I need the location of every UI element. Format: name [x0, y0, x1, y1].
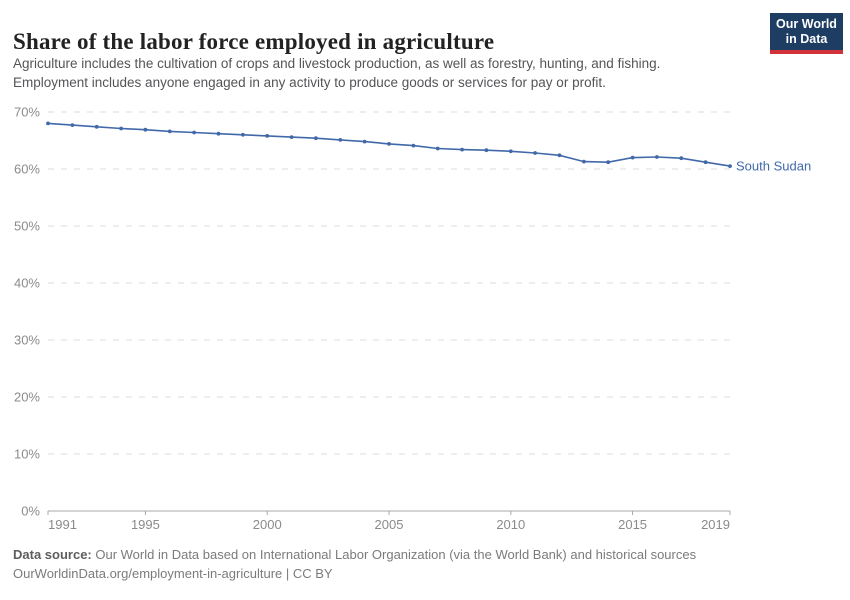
data-point[interactable] — [144, 128, 148, 132]
data-point[interactable] — [168, 130, 172, 134]
data-point[interactable] — [46, 122, 50, 126]
data-point[interactable] — [363, 140, 367, 144]
y-tick-label: 10% — [13, 446, 40, 462]
data-source-line — [13, 545, 793, 564]
chart-subtitle-line-1: Agriculture includes the cultivation of crops and livestock production, as well as forestry, hunting, and fishing. — [13, 56, 661, 71]
data-point[interactable] — [606, 160, 610, 164]
y-tick-label: 20% — [13, 389, 40, 405]
data-point[interactable] — [485, 148, 489, 152]
y-tick-label: 30% — [13, 332, 40, 348]
data-point[interactable] — [728, 164, 732, 168]
x-tick-label: 2000 — [252, 517, 282, 532]
data-point[interactable] — [679, 156, 683, 160]
data-point[interactable] — [655, 155, 659, 159]
x-tick-label: 2015 — [618, 517, 648, 532]
x-tick-label: 2010 — [496, 517, 526, 532]
data-point[interactable] — [192, 131, 196, 135]
data-point[interactable] — [558, 153, 562, 157]
data-point[interactable] — [704, 160, 708, 164]
y-tick-label: 40% — [13, 275, 40, 291]
series-entity-label[interactable]: South Sudan — [736, 158, 812, 174]
data-source-text: Our World in Data based on International Labor Organization (via the World Bank) and historical sources — [91, 547, 697, 562]
data-point[interactable] — [460, 148, 464, 152]
data-point[interactable] — [412, 144, 416, 148]
y-tick-label: 50% — [13, 218, 40, 234]
data-point[interactable] — [631, 156, 635, 160]
owid-logo-line-1: Our World — [776, 17, 837, 31]
data-point[interactable] — [290, 135, 294, 139]
data-point[interactable] — [217, 132, 221, 136]
chart-subtitle-line-2: Employment includes anyone engaged in any activity to produce goods or services for pay or profit. — [13, 75, 606, 90]
data-point[interactable] — [314, 136, 318, 140]
citation-line: OurWorldinData.org/employment-in-agriculture | CC BY — [13, 566, 333, 581]
x-tick-label: 1991 — [48, 517, 77, 532]
data-point[interactable] — [533, 151, 537, 155]
data-source-label: Data source: — [13, 547, 92, 562]
chart-footer — [13, 545, 793, 583]
data-point[interactable] — [338, 138, 342, 142]
data-point[interactable] — [582, 160, 586, 164]
y-tick-label: 60% — [13, 161, 40, 177]
owid-logo-line-2: in Data — [785, 32, 828, 46]
chart-title: Share of the labor force employed in agriculture — [13, 29, 495, 55]
x-tick-label: 1995 — [130, 517, 160, 532]
data-point[interactable] — [436, 147, 440, 151]
data-point[interactable] — [241, 133, 245, 137]
data-point[interactable] — [387, 142, 391, 146]
data-point[interactable] — [265, 134, 269, 138]
data-point[interactable] — [71, 123, 75, 127]
x-tick-label: 2019 — [701, 517, 730, 532]
y-tick-label: 70% — [13, 104, 40, 120]
data-point[interactable] — [95, 125, 99, 129]
data-point[interactable] — [119, 127, 123, 131]
x-tick-label: 2005 — [374, 517, 404, 532]
data-point[interactable] — [509, 149, 513, 153]
y-tick-label: 0% — [21, 503, 40, 519]
